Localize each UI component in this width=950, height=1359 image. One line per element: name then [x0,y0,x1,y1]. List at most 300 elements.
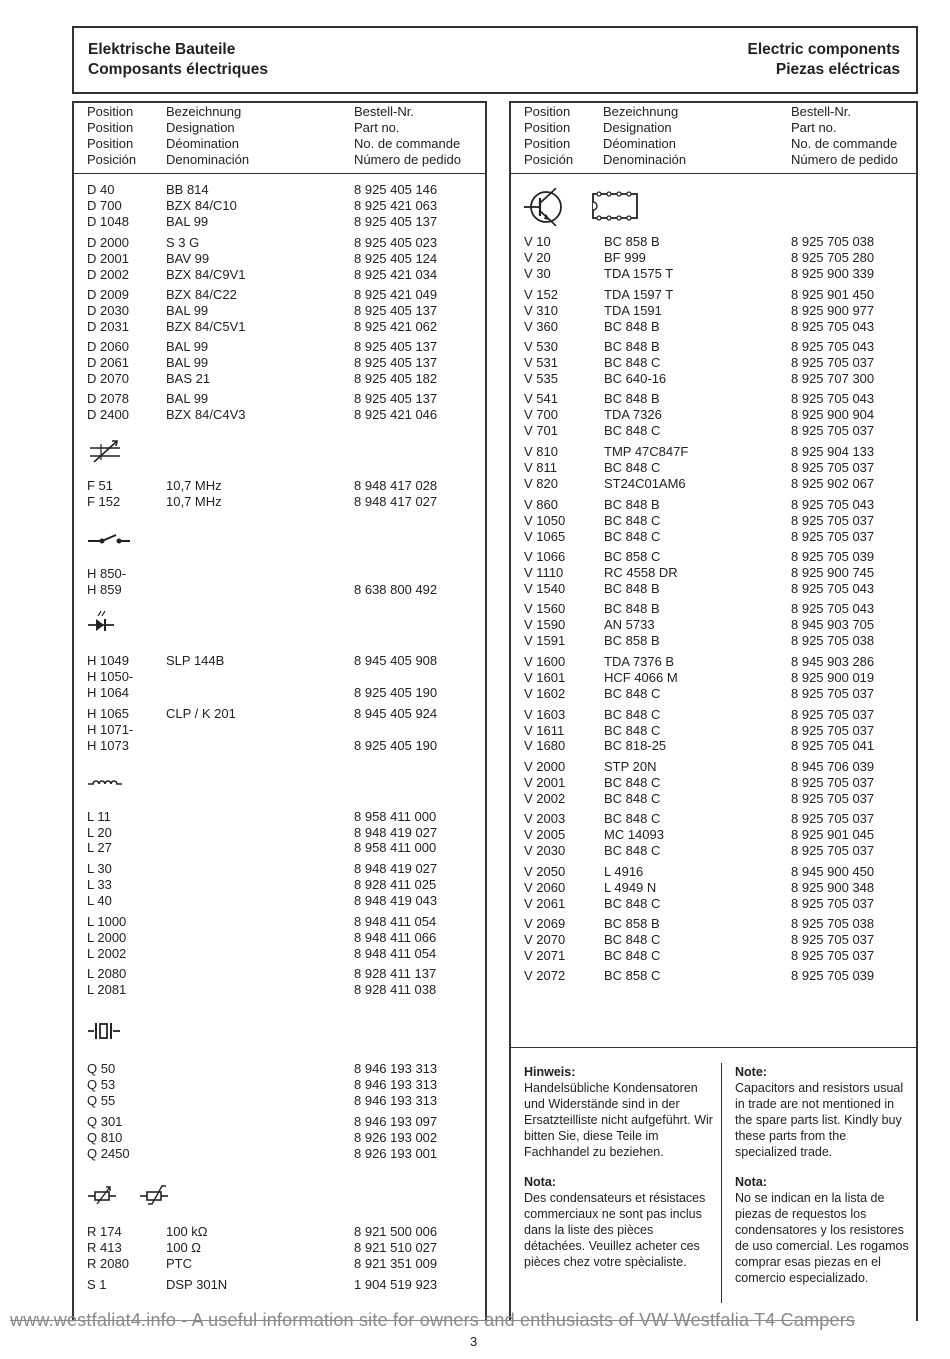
header-cell: Número de pedido [791,152,898,167]
position-cell: V 1680 [524,738,566,753]
partno-cell: 8 925 705 038 [791,633,875,648]
transistor-icon [524,188,566,226]
designation-cell: STP 20N [604,759,657,774]
partno-cell: 8 925 705 037 [791,513,875,528]
designation-cell: BC 848 C [604,775,661,790]
partno-cell: 8 925 901 450 [791,287,875,302]
led-icon [88,610,114,634]
designation-cell: TDA 7376 B [604,654,675,669]
header-cell: No. de commande [354,136,461,151]
position-cell: F 152 [87,494,121,509]
header-cell: Position [87,120,134,135]
position-cell: D 700 [87,198,122,213]
partno-cell: 8 928 411 137 [354,966,437,981]
partno-cell: 8 946 193 097 [354,1114,438,1129]
partno-cell: 8 925 705 037 [791,775,875,790]
position-cell: H 859 [87,582,122,597]
position-cell: V 2070 [524,932,566,947]
position-cell: H 1050- [87,669,134,684]
left-header-partno [354,104,461,168]
position-cell: V 1540 [524,581,566,596]
header-cell: Position [524,120,571,135]
designation-cell: BB 814 [166,182,209,197]
watermark-link[interactable]: www.westfaliat4.info - A useful information site for owners and enthusiasts of VW Westfalia T4 Campers [10,1310,856,1330]
designation-cell: BC 858 C [604,549,661,564]
partno-cell: 8 946 193 313 [354,1077,438,1092]
partno-cell: 8 925 405 146 [354,182,438,197]
designation-cell: SLP 144B [166,653,225,668]
header-cell: Bestell-Nr. [354,104,414,119]
designation-cell: BC 848 C [604,811,661,826]
position-cell: L 2081 [87,982,127,997]
partno-cell: 8 638 800 492 [354,582,438,597]
position-cell: D 2078 [87,391,129,406]
designation-cell: BC 848 C [604,896,661,911]
position-cell: V 310 [524,303,558,318]
partno-cell: 8 925 705 037 [791,686,875,701]
position-cell: V 1590 [524,617,566,632]
position-cell: Q 55 [87,1093,116,1108]
position-cell: R 2080 [87,1256,129,1271]
position-cell: V 530 [524,339,558,354]
quartz-crystal-icon [88,1020,120,1042]
crystal-filter-icon [88,438,122,466]
position-cell: V 2000 [524,759,566,774]
position-cell: V 535 [524,371,558,386]
position-cell: V 152 [524,287,558,302]
partno-cell: 8 925 705 037 [791,355,875,370]
position-cell: L 20 [87,825,112,840]
position-cell: D 2400 [87,407,129,422]
designation-cell: BZX 84/C10 [166,198,237,213]
position-cell: D 2000 [87,235,129,250]
designation-cell: BC 848 B [604,497,660,512]
designation-cell: BC 848 B [604,601,660,616]
partno-cell: 8 925 705 038 [791,916,875,931]
designation-cell: BF 999 [604,250,646,265]
partno-cell: 8 925 705 041 [791,738,875,753]
designation-cell: BC 848 B [604,319,660,334]
partno-cell: 8 925 705 043 [791,581,875,596]
right-header-divider [509,173,918,174]
partno-cell: 8 921 510 027 [354,1240,438,1255]
partno-cell: 8 925 421 046 [354,407,438,422]
designation-cell: BC 848 C [604,707,661,722]
partno-cell: 8 925 900 019 [791,670,875,685]
designation-cell: BC 858 B [604,633,660,648]
partno-cell: 8 945 903 705 [791,617,875,632]
position-cell: R 174 [87,1224,122,1239]
partno-cell: 8 925 900 348 [791,880,875,895]
partno-cell: 8 946 193 313 [354,1093,438,1108]
designation-cell: BC 848 C [604,686,661,701]
designation-cell: BC 848 C [604,513,661,528]
position-cell: V 860 [524,497,558,512]
partno-cell: 8 925 421 049 [354,287,438,302]
designation-cell: ST24C01AM6 [604,476,686,491]
position-cell: V 810 [524,444,558,459]
designation-cell: BC 818-25 [604,738,667,753]
designation-cell: BZX 84/C4V3 [166,407,246,422]
designation-cell: BAS 21 [166,371,211,386]
position-cell: V 700 [524,407,558,422]
position-cell: L 11 [87,809,111,824]
designation-cell: S 3 G [166,235,200,250]
position-cell: L 2000 [87,930,127,945]
position-cell: V 10 [524,234,551,249]
partno-cell: 8 925 421 063 [354,198,438,213]
header-cell: Part no. [791,120,837,135]
designation-cell: PTC [166,1256,192,1271]
designation-cell: HCF 4066 M [604,670,678,685]
designation-cell: 100 kΩ [166,1224,208,1239]
position-cell: D 2001 [87,251,129,266]
designation-cell: BC 848 C [604,423,661,438]
partno-cell: 8 946 193 313 [354,1061,438,1076]
header-cell: Déomination [603,136,676,151]
partno-cell: 8 926 193 001 [354,1146,438,1161]
designation-cell: BC 848 C [604,723,661,738]
designation-cell: RC 4558 DR [604,565,678,580]
position-cell: V 1066 [524,549,566,564]
partno-cell: 8 925 705 038 [791,234,875,249]
position-cell: D 2060 [87,339,129,354]
partno-cell: 8 948 419 027 [354,861,438,876]
designation-cell: MC 14093 [604,827,664,842]
left-header-position [87,104,136,168]
header-cell: Designation [166,120,235,135]
designation-cell: BC 858 B [604,916,660,931]
designation-cell: TDA 7326 [604,407,662,422]
note-hinweis-text: Handelsübliche Kondensatoren und Widerstände sind in der Ersatzteilliste nicht aufgeführt. Wir bitten Sie, diese Teile im Fachhandel zu beziehen. [524,1081,713,1159]
designation-cell: BAV 99 [166,251,210,266]
partno-cell: 8 925 405 182 [354,371,438,386]
partno-cell: 8 945 405 924 [354,706,438,721]
designation-cell: BC 848 C [604,355,661,370]
title-left-de: Elektrische Bauteile [88,41,236,58]
position-cell: V 1591 [524,633,566,648]
header-cell: Déomination [166,136,239,151]
partno-cell: 8 925 705 037 [791,896,875,911]
header-cell: Position [87,136,134,151]
partno-cell: 8 925 705 037 [791,843,875,858]
partno-cell: 8 925 902 067 [791,476,875,491]
partno-cell: 8 948 411 054 [354,914,437,929]
header-cell: Bezeichnung [166,104,242,119]
partno-cell: 8 925 705 043 [791,319,875,334]
partno-cell: 8 925 705 039 [791,968,875,983]
note-hinweis-title: Hinweis: [524,1065,576,1079]
designation-cell: BC 848 C [604,529,661,544]
inductor-icon [88,774,122,788]
position-cell: Q 810 [87,1130,123,1145]
position-cell: L 1000 [87,914,127,929]
partno-cell: 8 925 405 137 [354,303,438,318]
partno-cell: 8 925 705 037 [791,460,875,475]
note-spanish [735,1174,910,1286]
header-cell: Número de pedido [354,152,461,167]
partno-cell: 8 925 900 977 [791,303,875,318]
position-cell: V 2002 [524,791,566,806]
partno-cell: 8 925 405 137 [354,391,438,406]
position-cell: V 701 [524,423,558,438]
right-header-partno [791,104,898,168]
position-cell: V 2005 [524,827,566,842]
designation-cell: BC 858 C [604,968,661,983]
position-cell: H 1064 [87,685,129,700]
position-cell: D 2061 [87,355,129,370]
position-cell: H 1049 [87,653,129,668]
ic-chip-icon [590,188,640,222]
partno-cell: 8 948 417 028 [354,478,438,493]
designation-cell: TDA 1575 T [604,266,674,281]
partno-cell: 8 925 705 280 [791,250,875,265]
partno-cell: 8 921 500 006 [354,1224,438,1239]
position-cell: V 2050 [524,864,566,879]
right-header-position [524,104,573,168]
position-cell: Q 2450 [87,1146,130,1161]
position-cell: L 27 [87,840,112,855]
partno-cell: 8 926 193 002 [354,1130,438,1145]
partno-cell: 8 921 351 009 [354,1256,438,1271]
designation-cell: BAL 99 [166,303,209,318]
position-cell: H 850- [87,566,127,581]
note-french [524,1174,714,1270]
partno-cell: 8 925 705 037 [791,707,875,722]
partno-cell: 8 925 405 137 [354,339,438,354]
partno-cell: 8 925 405 190 [354,738,438,753]
partno-cell: 8 925 405 190 [354,685,438,700]
partno-cell: 8 925 421 062 [354,319,438,334]
title-right-es: Piezas eléctricas [775,61,900,78]
designation-cell: BAL 99 [166,355,209,370]
designation-cell: BZX 84/C22 [166,287,237,302]
partno-cell: 8 925 405 137 [354,355,438,370]
position-cell: D 1048 [87,214,129,229]
position-cell: V 531 [524,355,558,370]
designation-cell: TMP 47C847F [604,444,689,459]
header-cell: Position [87,104,134,119]
position-cell: V 2072 [524,968,566,983]
note-spanish-title: Nota: [735,1175,767,1189]
designation-cell: BC 640-16 [604,371,667,386]
note-english-text: Capacitors and resistors usual in trade are not mentioned in the spare parts list. Kindly buy these parts from the specialized trade. [735,1081,904,1159]
position-cell: L 2080 [87,966,127,981]
position-cell: L 40 [87,893,112,908]
partno-cell: 8 925 904 133 [791,444,875,459]
partno-cell: 8 945 706 039 [791,759,875,774]
partno-cell: 8 948 419 043 [354,893,438,908]
header-cell: Posición [524,152,574,167]
designation-cell: L 4949 N [604,880,657,895]
partno-cell: 8 928 411 025 [354,877,437,892]
partno-cell: 8 948 411 066 [354,930,437,945]
note-spanish-text: No se indican en la lista de piezas de requestos los condensatores y los resistores de uso comercial. Les rogamos comprar esas piezas en el comercio especializado. [735,1191,909,1285]
left-header-divider [72,173,487,174]
ptc-resistor-icon [140,1182,170,1206]
notes-column-divider [721,1063,722,1303]
position-cell: V 1602 [524,686,566,701]
position-cell: D 2070 [87,371,129,386]
position-cell: R 413 [87,1240,122,1255]
title-right [748,40,900,80]
switch-icon [88,530,130,548]
position-cell: V 2061 [524,896,566,911]
position-cell: V 2060 [524,880,566,895]
designation-cell: BC 848 C [604,948,661,963]
header-cell: Bestell-Nr. [791,104,851,119]
title-left [88,40,268,80]
position-cell: H 1071- [87,722,134,737]
partno-cell: 8 945 405 908 [354,653,438,668]
designation-cell: TDA 1591 [604,303,662,318]
position-cell: V 2030 [524,843,566,858]
designation-cell: BC 848 C [604,460,661,475]
partno-cell: 8 925 705 037 [791,423,875,438]
partno-cell: 8 925 900 339 [791,266,875,281]
position-cell: V 1050 [524,513,566,528]
position-cell: V 1600 [524,654,566,669]
position-cell: V 2001 [524,775,566,790]
title-right-en: Electric components [747,41,900,58]
designation-cell: BZX 84/C5V1 [166,319,246,334]
note-english-title: Note: [735,1065,767,1079]
position-cell: D 2030 [87,303,129,318]
partno-cell: 8 925 405 124 [354,251,438,266]
designation-cell: BZX 84/C9V1 [166,267,246,282]
position-cell: V 360 [524,319,558,334]
partno-cell: 8 928 411 038 [354,982,437,997]
partno-cell: 8 925 705 043 [791,497,875,512]
position-cell: V 1560 [524,601,566,616]
designation-cell: BC 848 C [604,791,661,806]
partno-cell: 8 948 411 054 [354,946,437,961]
position-cell: D 2031 [87,319,129,334]
header-cell: Position [524,104,571,119]
position-cell: H 1073 [87,738,129,753]
position-cell: S 1 [87,1277,107,1292]
position-cell: H 1065 [87,706,129,721]
position-cell: V 1603 [524,707,566,722]
right-header-designation [603,104,686,168]
position-cell: V 30 [524,266,551,281]
partno-cell: 8 925 705 037 [791,932,875,947]
designation-cell: BC 858 B [604,234,660,249]
position-cell: V 2071 [524,948,566,963]
position-cell: V 2069 [524,916,566,931]
resistor-icon [88,1184,118,1206]
designation-cell: CLP / K 201 [166,706,236,721]
partno-cell: 8 958 411 000 [354,809,437,824]
designation-cell: L 4916 [604,864,644,879]
designation-cell: TDA 1597 T [604,287,674,302]
header-cell: Part no. [354,120,400,135]
note-english [735,1064,910,1160]
partno-cell: 8 945 903 286 [791,654,875,669]
notes-divider [509,1047,918,1048]
position-cell: L 2002 [87,946,127,961]
partno-cell: 8 925 405 137 [354,214,438,229]
designation-cell: DSP 301N [166,1277,228,1292]
designation-cell: BAL 99 [166,214,209,229]
partno-cell: 8 925 901 045 [791,827,875,842]
designation-cell: BC 848 C [604,932,661,947]
designation-cell: 10,7 MHz [166,494,222,509]
position-cell: Q 301 [87,1114,123,1129]
partno-cell: 8 925 405 023 [354,235,438,250]
partno-cell: 8 925 705 037 [791,529,875,544]
designation-cell: BAL 99 [166,391,209,406]
designation-cell: AN 5733 [604,617,655,632]
note-hinweis [524,1064,714,1160]
partno-cell: 8 958 411 000 [354,840,437,855]
partno-cell: 8 925 707 300 [791,371,875,386]
partno-cell: 8 925 705 043 [791,391,875,406]
note-french-title: Nota: [524,1175,556,1189]
left-header-designation [166,104,249,168]
partno-cell: 8 925 900 745 [791,565,875,580]
position-cell: D 2009 [87,287,129,302]
designation-cell: BAL 99 [166,339,209,354]
header-cell: Denominación [166,152,250,167]
partno-cell: 8 945 900 450 [791,864,875,879]
position-cell: L 33 [87,877,112,892]
header-cell: Bezeichnung [603,104,679,119]
header-cell: Denominación [603,152,687,167]
partno-cell: 8 925 705 037 [791,811,875,826]
designation-cell: 10,7 MHz [166,478,222,493]
position-cell: Q 53 [87,1077,116,1092]
header-cell: Designation [603,120,672,135]
partno-cell: 8 948 419 027 [354,825,438,840]
position-cell: V 1065 [524,529,566,544]
position-cell: D 2002 [87,267,129,282]
header-cell: No. de commande [791,136,898,151]
position-cell: V 541 [524,391,558,406]
note-french-text: Des condensateurs et résistaces commerciaux ne sont pas inclus dans la liste des pièces détachées. Veuillez acheter ces pièces chez votre spècialiste. [524,1191,706,1269]
partno-cell: 8 948 417 027 [354,494,438,509]
page-number: 3 [470,1334,478,1349]
partno-cell: 8 925 900 904 [791,407,875,422]
partno-cell: 8 925 705 037 [791,948,875,963]
position-cell: V 2003 [524,811,566,826]
position-cell: Q 50 [87,1061,116,1076]
partno-cell: 8 925 705 039 [791,549,875,564]
partno-cell: 8 925 421 034 [354,267,438,282]
position-cell: V 820 [524,476,558,491]
designation-cell: BC 848 B [604,339,660,354]
partno-cell: 8 925 705 043 [791,339,875,354]
designation-cell: BC 848 B [604,581,660,596]
designation-cell: BC 848 B [604,391,660,406]
partno-cell: 1 904 519 923 [354,1277,438,1292]
position-cell: V 811 [524,460,558,475]
position-cell: V 1611 [524,723,565,738]
position-cell: V 1110 [524,565,564,580]
designation-cell: 100 Ω [166,1240,202,1255]
partno-cell: 8 925 705 037 [791,723,875,738]
position-cell: D 40 [87,182,115,197]
partno-cell: 8 925 705 043 [791,601,875,616]
title-left-fr: Composants électriques [88,61,269,78]
header-cell: Position [524,136,571,151]
designation-cell: BC 848 C [604,843,661,858]
position-cell: V 1601 [524,670,566,685]
position-cell: F 51 [87,478,114,493]
partno-cell: 8 925 705 037 [791,791,875,806]
position-cell: V 20 [524,250,551,265]
position-cell: L 30 [87,861,112,876]
